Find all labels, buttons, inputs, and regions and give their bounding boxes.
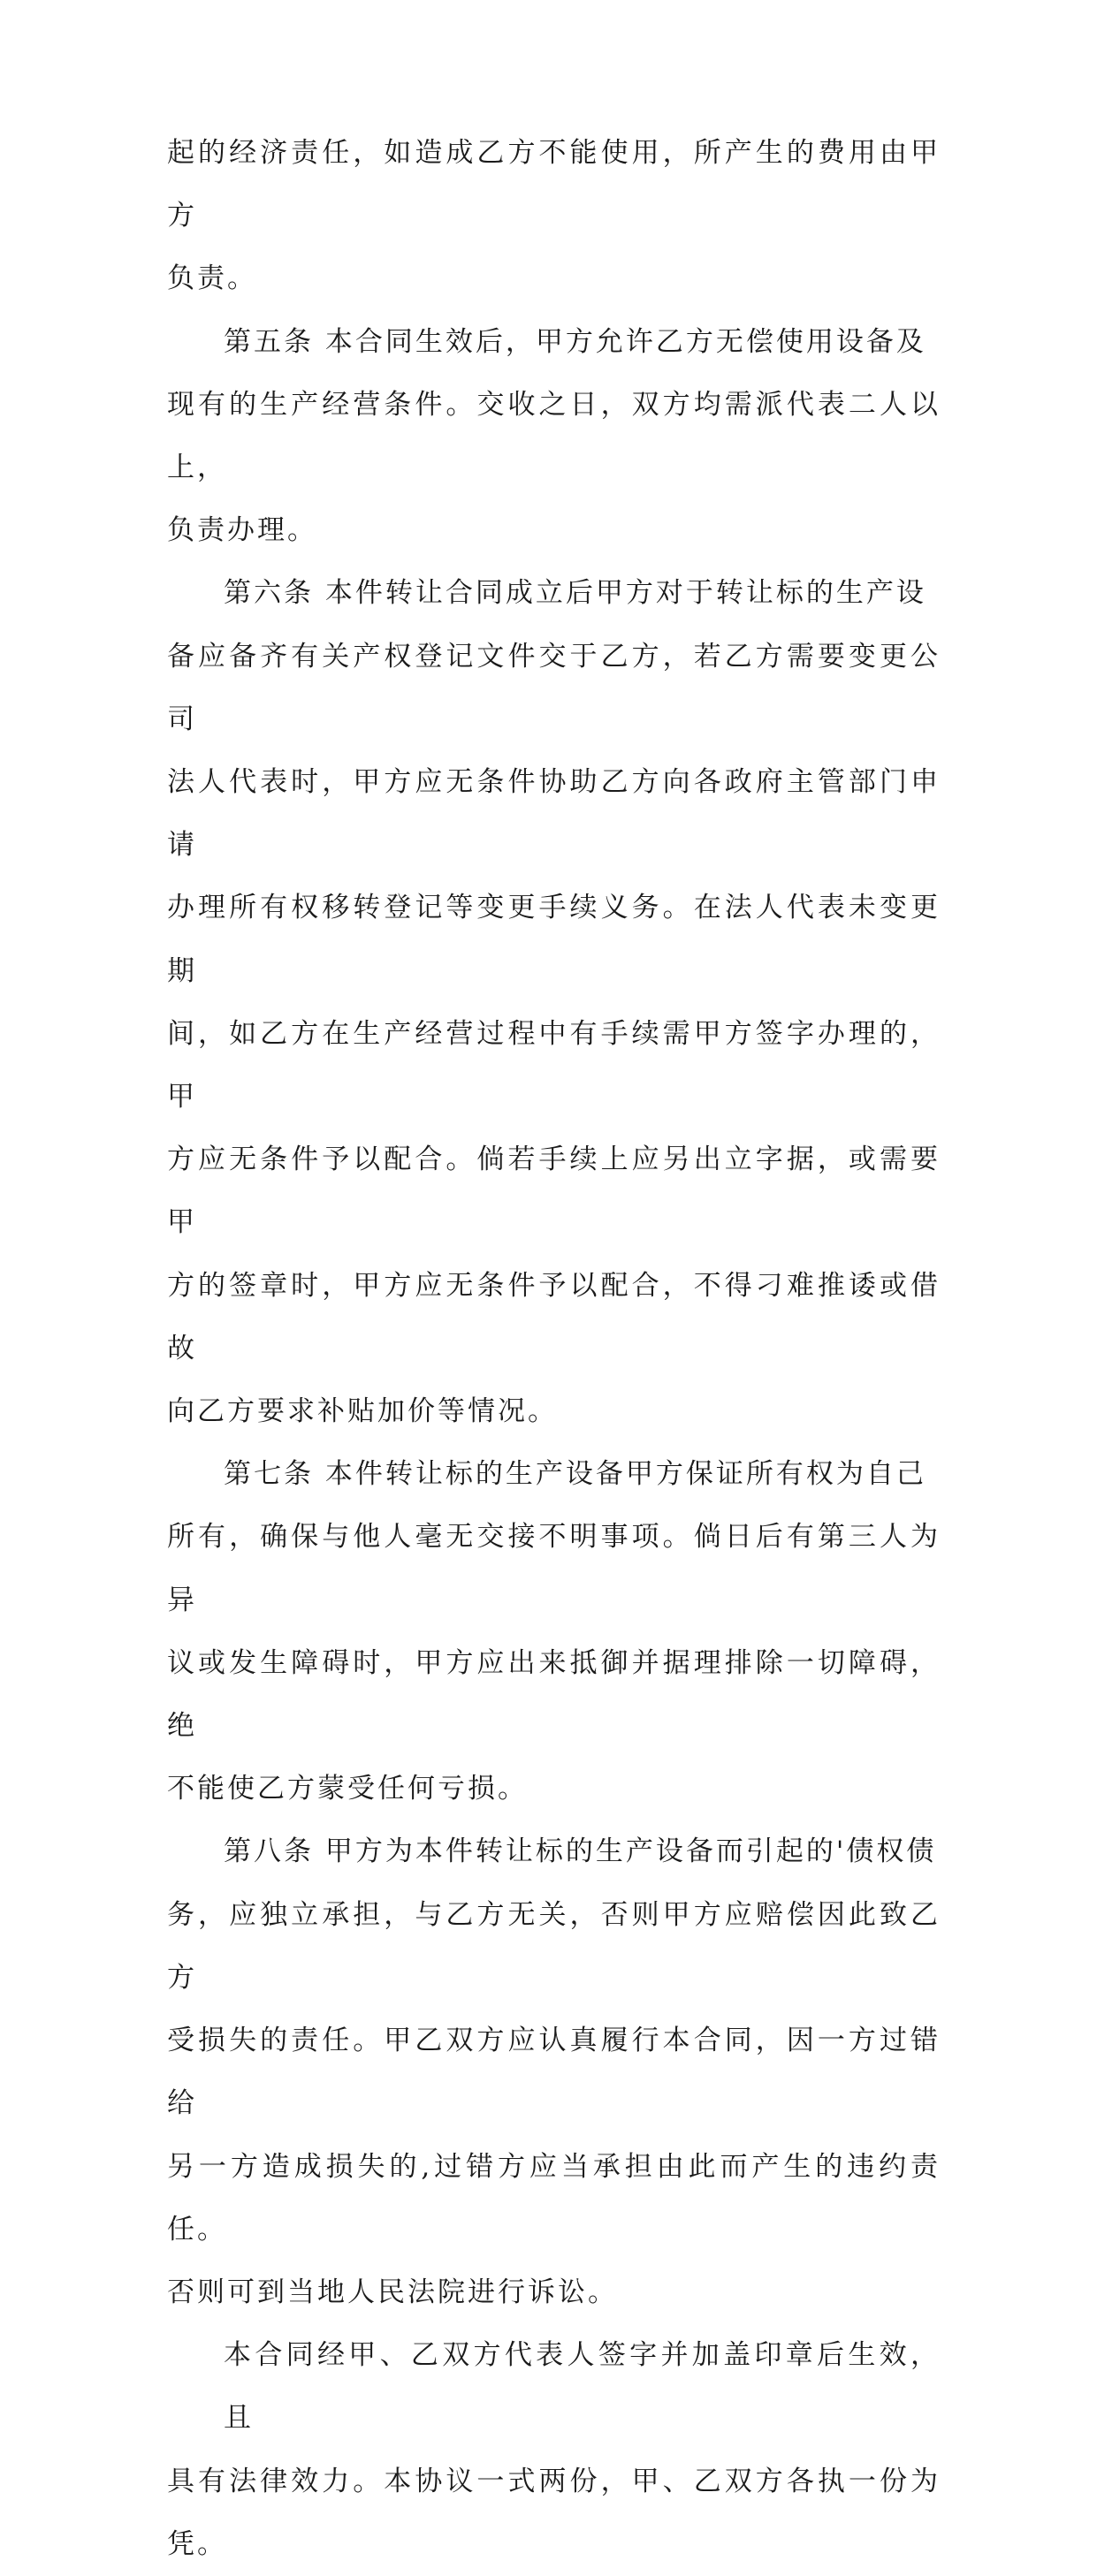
text-line: 第六条 本件转让合同成立后甲方对于转让标的生产设 — [224, 577, 926, 610]
paragraph-article-7 — [167, 1443, 941, 1820]
document-page — [167, 122, 941, 2576]
paragraph-fee-responsibility — [167, 122, 941, 311]
text-line: 本合同经甲、乙双方代表人签字并加盖印章后生效，且 — [224, 2339, 941, 2435]
text-line: 另一方造成损失的,过错方应当承担由此而产生的违约责任。 — [167, 2150, 941, 2245]
text-line: 第八条 甲方为本件转让标的生产设备而引起的'债权债 — [224, 1835, 937, 1868]
text-line: 否则可到当地人民法院进行诉讼。 — [167, 2276, 618, 2308]
text-line: 方的签章时，甲方应无条件予以配合，不得刁难推诿或借故 — [167, 1269, 941, 1364]
paragraph-article-5 — [167, 311, 941, 563]
text-line: 务，应独立承担，与乙方无关，否则甲方应赔偿因此致乙方 — [167, 1898, 941, 1994]
text-line: 第五条 本合同生效后，甲方允许乙方无偿使用设备及 — [224, 325, 926, 358]
text-line: 备应备齐有关产权登记文件交于乙方，若乙方需要变更公司 — [167, 640, 941, 735]
text-line: 负责。 — [167, 262, 257, 295]
paragraph-article-6 — [167, 562, 941, 1443]
paragraph-article-8 — [167, 1820, 941, 2324]
text-line: 议或发生障碍时，甲方应出来抵御并据理排除一切障碍，绝 — [167, 1646, 941, 1743]
paragraph-effectiveness — [167, 2324, 941, 2576]
text-line: 法人代表时，甲方应无条件协助乙方向各政府主管部门申请 — [167, 766, 941, 862]
text-line: 不能使乙方蒙受任何亏损。 — [167, 1773, 528, 1805]
text-line: 具有法律效力。本协议一式两份，甲、乙双方各执一份为凭。 — [167, 2465, 941, 2560]
text-line: 间，如乙方在生产经营过程中有手续需甲方签字办理的，甲 — [167, 1017, 941, 1113]
text-line: 现有的生产经营条件。交收之日，双方均需派代表二人以上， — [167, 388, 941, 484]
text-line: 起的经济责任，如造成乙方不能使用，所产生的费用由甲方 — [167, 137, 941, 232]
text-line: 负责办理。 — [167, 514, 317, 547]
text-line: 所有，确保与他人毫无交接不明事项。倘日后有第三人为异 — [167, 1521, 941, 1616]
text-line: 办理所有权移转登记等变更手续义务。在法人代表未变更期 — [167, 892, 941, 987]
text-line: 第七条 本件转让标的生产设备甲方保证所有权为自己 — [224, 1458, 926, 1491]
text-line: 向乙方要求补贴加价等情况。 — [167, 1395, 558, 1428]
text-line: 方应无条件予以配合。倘若手续上应另出立字据，或需要甲 — [167, 1144, 941, 1239]
text-line: 受损失的责任。甲乙双方应认真履行本合同，因一方过错给 — [167, 2025, 941, 2120]
